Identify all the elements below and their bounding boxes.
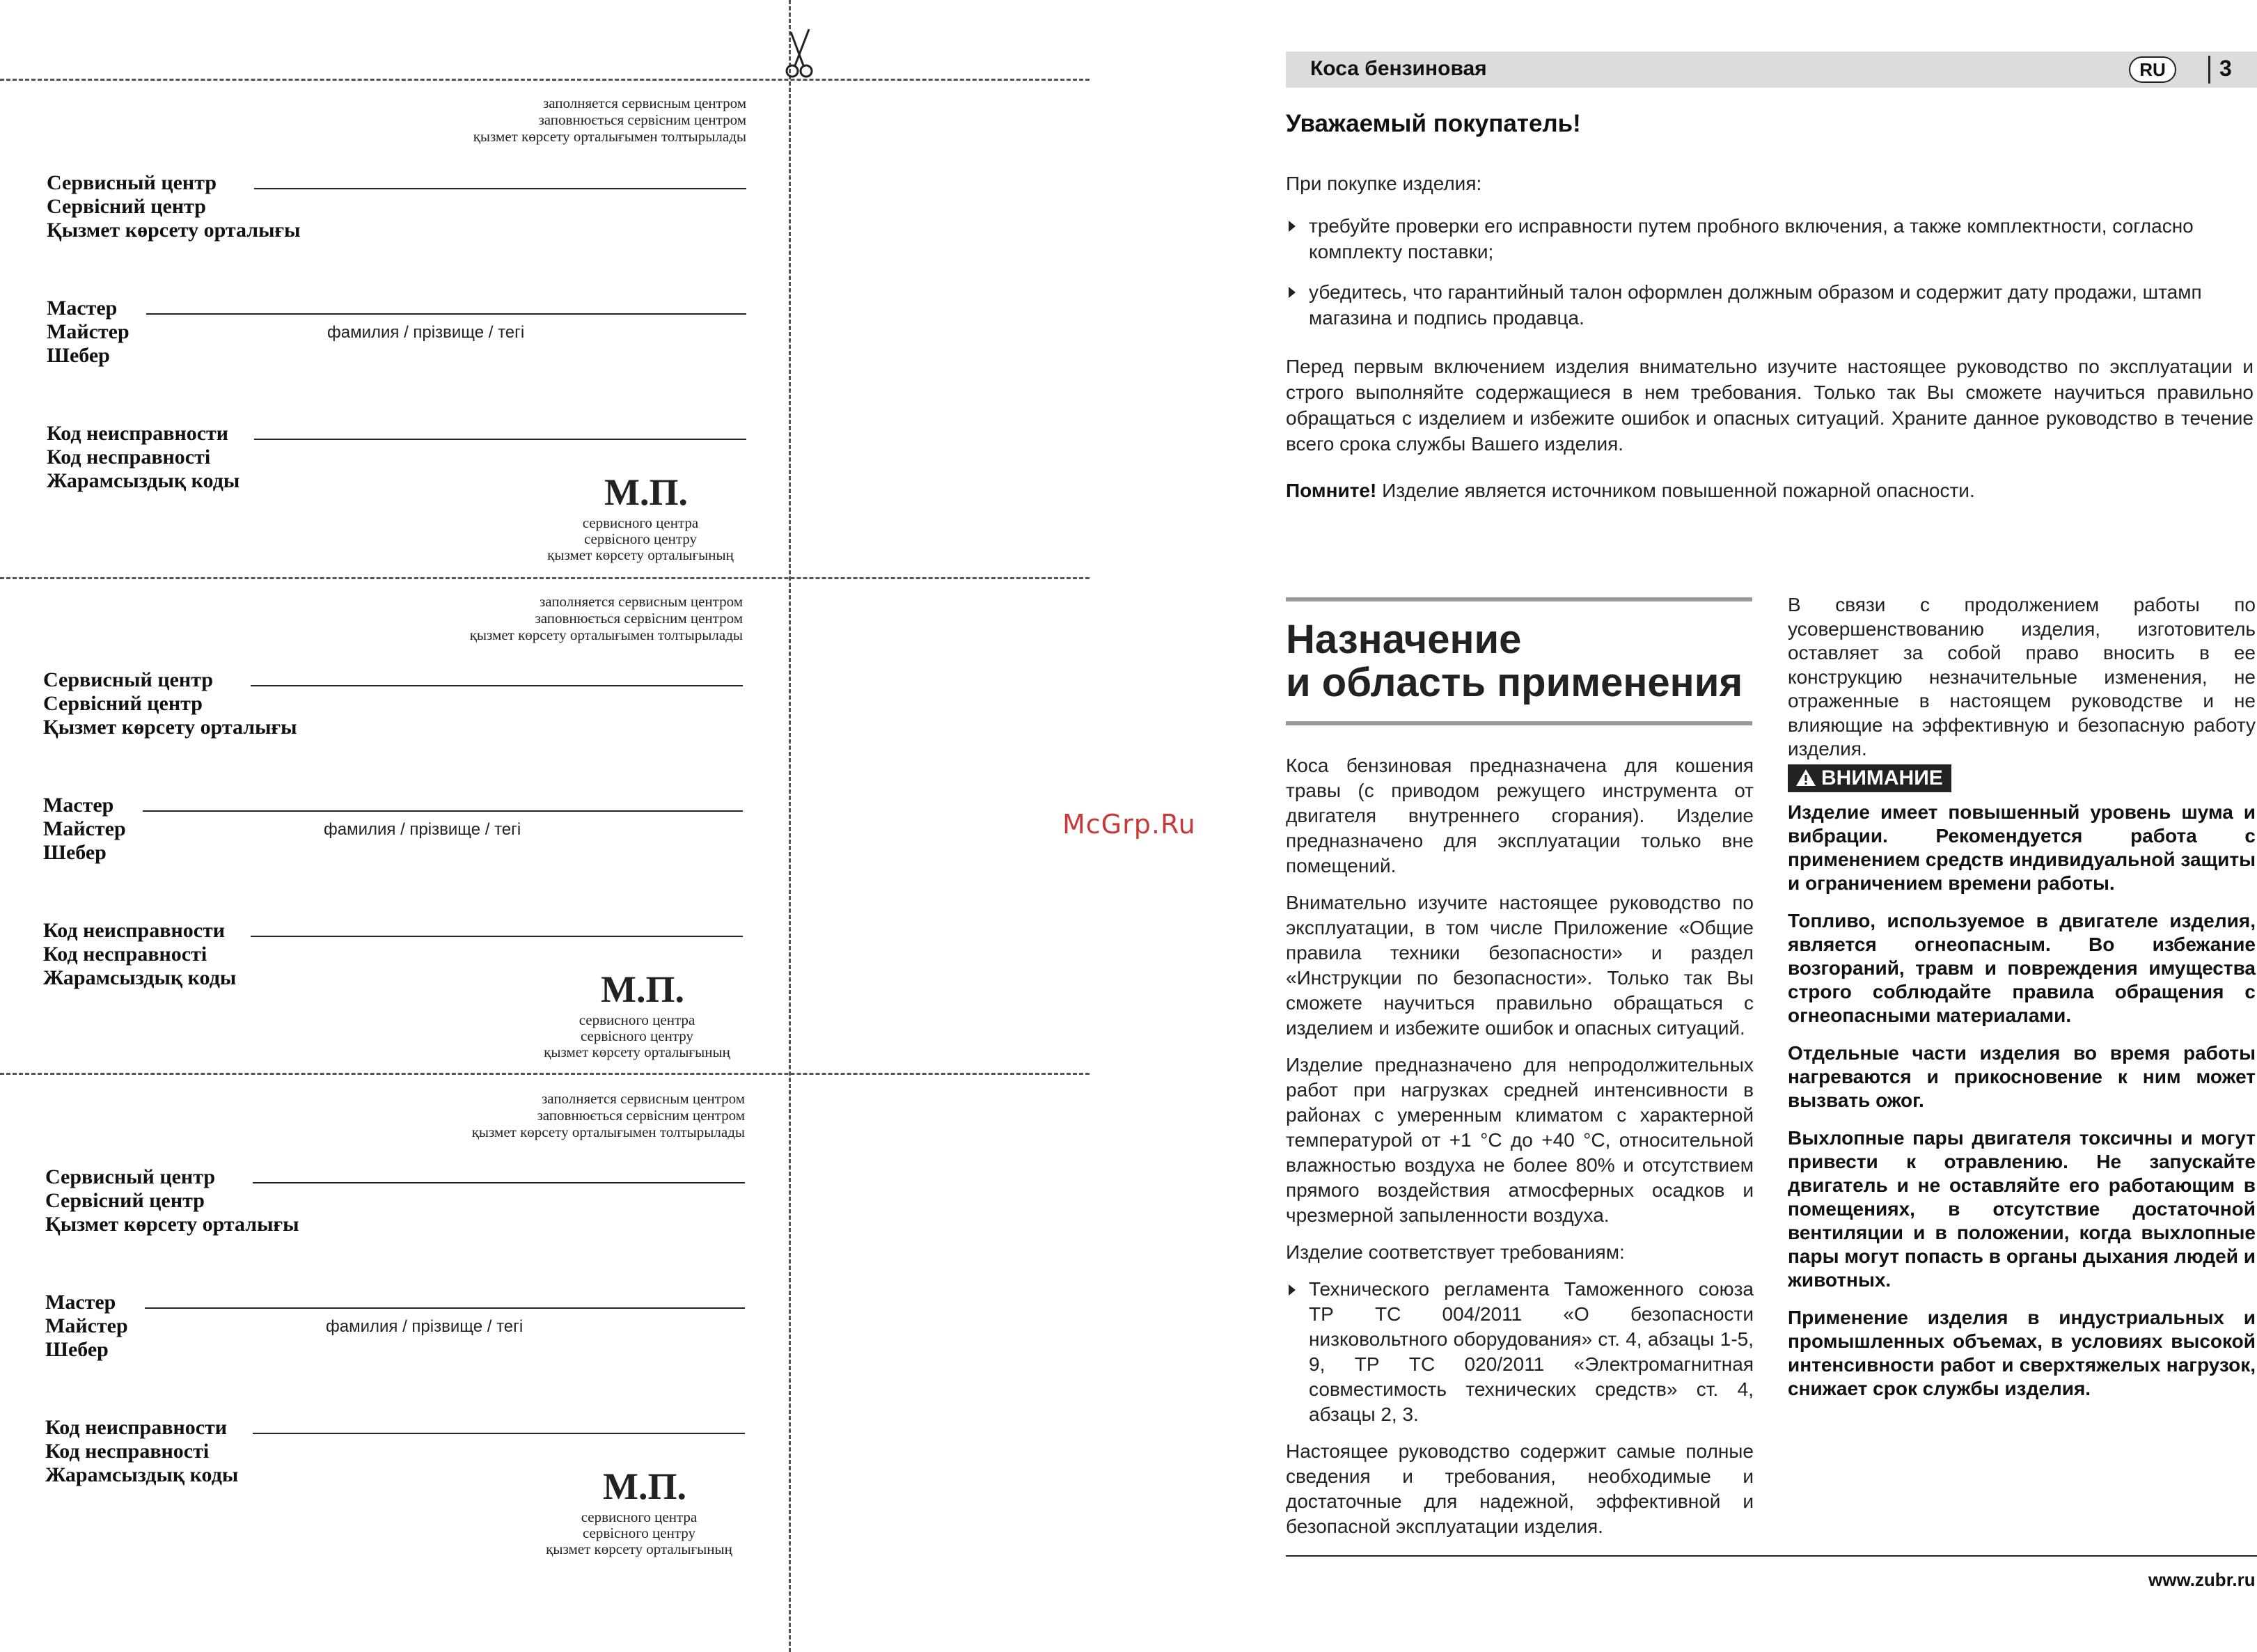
stamp-mark: М.П. xyxy=(604,471,688,513)
fault-code-line[interactable] xyxy=(253,1433,745,1434)
regulation-bullet: Технического регламента Таможенного союза ТР ТС 004/2011 «О безопасности низковольтного оборудования» ст. 4, абзацы 1-5, 9, ТР ТС 020/2011 «Электромагнитная совместимость технических средств» ст. 4, абзацы 2, 3. xyxy=(1286,1277,1754,1427)
master-line[interactable] xyxy=(146,313,746,315)
fault-code-line[interactable] xyxy=(254,439,746,440)
footer-url[interactable]: www.zubr.ru xyxy=(2148,1569,2256,1590)
warning-item: Изделие имеет повышенный уровень шума и вибрации. Рекомендуется работа с применением средств индивидуальной защиты и ограничением времени работы. xyxy=(1788,801,2256,894)
fault-code-label: Код неисправности Код несправності Жарамсыздық коды xyxy=(43,919,237,989)
page-number: 3 xyxy=(2219,56,2232,81)
master-label: Мастер Майстер Шебер xyxy=(43,794,126,864)
left-column: Коса бензиновая предназначена для кошения травы (с приводом режущего инструмента от двигателя внутреннего сгорания). Изделие предназначено для эксплуатации только вне помещений. Внимательно изучите настоящее руководство по эксплуатации, в том числе Приложение «Общие правила техники безопасности» и раздел «Инструкции по безопасности». Только так Вы сможете научиться правильно обращаться с изделием и избежите ошибок и опасных ситуаций. Изделие предназначено для непродолжительных работ при нагрузках средней интенсивности в районах с умеренным климатом с характерной температурой от +1 °С до +40 °С, относительной влажностью воздуха не более 80% и отсутствием прямого воздействия атмосферных осадков и чрезмерной запыленности воздуха. Изделие соответствует требованиям: Технического регламента Таможенного союза ТР ТС 004/2011 «О безопасности низковольтного оборудования» ст. 4, абзацы 1-5, 9, ТР ТС 020/2011 «Электромагнитная совместимость технических средств» ст. 4, абзацы 2, 3. Настоящее руководство содержит самые полные сведения и требования, необходимые и достаточные для надежной, эффективной и безопасной эксплуатации изделия. xyxy=(1286,755,1754,1537)
warning-triangle-icon xyxy=(1795,768,1817,787)
warning-badge: ВНИМАНИЕ xyxy=(1788,764,1951,792)
service-center-line[interactable] xyxy=(254,188,746,189)
cut-line-3 xyxy=(0,1073,1090,1075)
purchase-bullets xyxy=(1286,213,2254,331)
stamp-mark: М.П. xyxy=(601,968,684,1010)
vertical-cut-line xyxy=(789,0,791,1652)
greeting-heading: Уважаемый покупатель! xyxy=(1286,110,1581,137)
remember-text: Помните! Изделие является источником повышенной пожарной опасности. xyxy=(1286,480,1975,501)
header-title: Коса бензиновая xyxy=(1310,57,1487,80)
filled-note: заполняется сервисным центром заповнюється сервісним центром қызмет көрсету орталығымен толтырылады xyxy=(469,593,743,643)
bullet-item: убедитесь, что гарантийный талон оформлен должным образом и содержит дату продажи, штамп магазина и подпись продавца. xyxy=(1286,279,2254,331)
remember-bold: Помните! xyxy=(1286,480,1377,501)
fault-code-line[interactable] xyxy=(251,936,743,937)
service-center-line[interactable] xyxy=(253,1182,745,1183)
warning-item: Выхлопные пары двигателя токсичны и могут привести к отравлению. Не запускайте двигатель и не оставляйте его работающим в помещениях, в отсутствие достаточной вентиляции и в положении, когда выхлопные пары могут попасть в органы дыхания людей и животных. xyxy=(1788,1127,2256,1291)
bullet-item: требуйте проверки его исправности путем пробного включения, а также комплектности, согласно комплекту поставки; xyxy=(1286,213,2254,265)
scissors-icon xyxy=(785,25,819,81)
right-intro: В связи с продолжением работы по усовершенствованию изделия, изготовитель оставляет за собой право вносить в ее конструкцию незначительные изменения, не отраженные в настоящем руководстве и не влияющие на эффективную и безопасную работу изделия. xyxy=(1788,594,2256,760)
surname-hint: фамилия / прізвище / тегі xyxy=(324,820,521,839)
master-line[interactable] xyxy=(145,1307,745,1309)
stamp-note: сервисного центра сервісного центру қызмет көрсету орталығының xyxy=(544,1012,730,1060)
warning-item: Отдельные части изделия во время работы нагреваются и прикосновение к ним может вызвать ожог. xyxy=(1788,1042,2256,1111)
stamp-note: сервисного центра сервісного центру қызмет көрсету орталығының xyxy=(547,514,734,563)
master-label: Мастер Майстер Шебер xyxy=(45,1291,128,1361)
filled-note: заполняется сервисным центром заповнюється сервісним центром қызмет көрсету орталығымен толтырылады xyxy=(473,95,746,145)
fault-code-label: Код неисправности Код несправності Жарамсыздық коды xyxy=(45,1416,239,1486)
section-rule-top xyxy=(1286,597,1752,601)
service-center-label: Сервисный центр Сервісний центр Қызмет көрсету орталығы xyxy=(45,1165,299,1236)
cut-line-1 xyxy=(0,79,1090,81)
warnings-list xyxy=(1788,801,2256,1415)
service-center-label: Сервисный центр Сервісний центр Қызмет көрсету орталығы xyxy=(47,171,301,242)
language-badge: RU xyxy=(2129,56,2176,83)
master-line[interactable] xyxy=(143,810,743,812)
watermark: McGrp.Ru xyxy=(1062,809,1196,840)
surname-hint: фамилия / прізвище / тегі xyxy=(327,323,525,342)
master-label: Мастер Майстер Шебер xyxy=(47,297,129,367)
service-center-line[interactable] xyxy=(251,685,743,686)
footer-rule xyxy=(1286,1555,2257,1557)
intro-text: При покупке изделия: xyxy=(1286,173,1482,194)
header-divider xyxy=(2208,56,2210,84)
stamp-note: сервисного центра сервісного центру қызмет көрсету орталығының xyxy=(546,1509,732,1557)
cut-line-2 xyxy=(0,577,1090,579)
surname-hint: фамилия / прізвище / тегі xyxy=(326,1317,524,1336)
warning-item: Топливо, используемое в двигателе изделия, является огнеопасным. Во избежание возгораний, травм и повреждения имущества строго соблюдайте правила обращения с огнеопасными материалами. xyxy=(1788,910,2256,1026)
stamp-mark: М.П. xyxy=(603,1465,686,1507)
filled-note: заполняется сервисным центром заповнюється сервісним центром қызмет көрсету орталығымен толтырылады xyxy=(471,1090,745,1140)
warning-item: Применение изделия в индустриальных и промышленных объемах, в условиях высокой интенсивности работ и сверхтяжелых нагрузок, снижает срок службы изделия. xyxy=(1788,1307,2256,1399)
section-title: Назначение и область применения xyxy=(1286,617,1743,705)
fault-code-label: Код неисправности Код несправності Жарамсыздық коды xyxy=(47,422,240,492)
section-rule-bottom xyxy=(1286,721,1752,725)
before-first-text: Перед первым включением изделия внимательно изучите настоящее руководство по эксплуатации и строго выполняйте содержащиеся в нем требования. Только так Вы сможете научиться правильно обращаться с изделием и избежите ошибок и опасных ситуаций. Храните данное руководство в течение всего срока службы Вашего изделия. xyxy=(1286,356,2254,455)
service-center-label: Сервисный центр Сервісний центр Қызмет көрсету орталығы xyxy=(43,668,297,739)
